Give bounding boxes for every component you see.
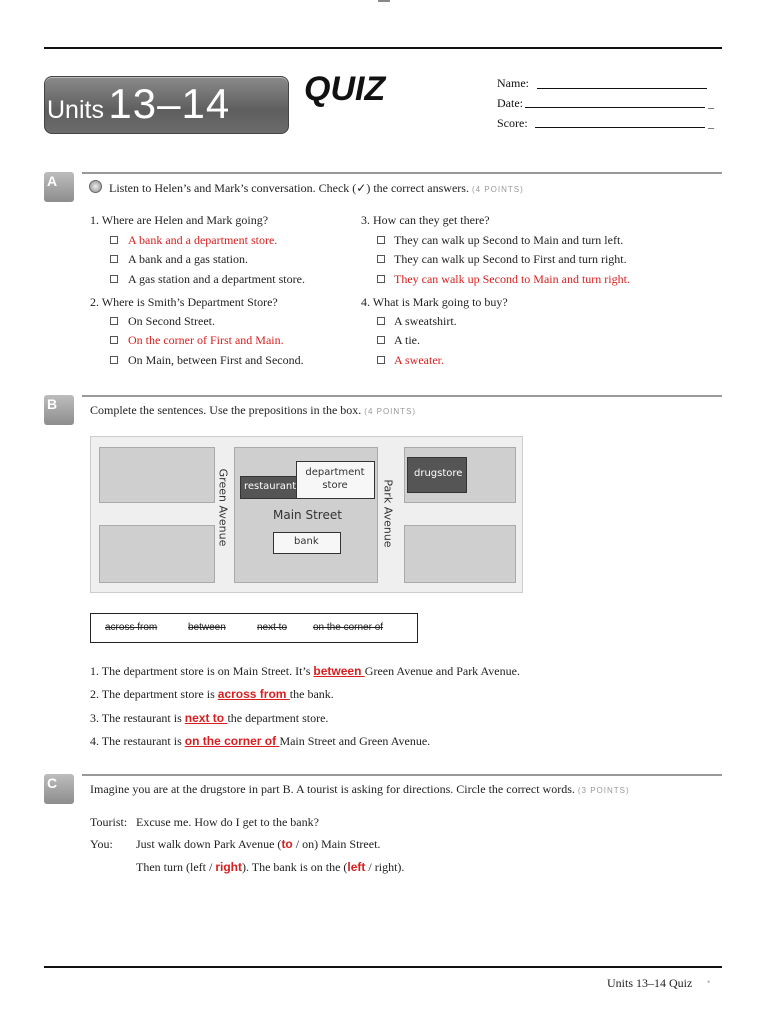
checkbox[interactable]: [110, 336, 118, 344]
score-field[interactable]: [535, 127, 705, 128]
sentence-3: 3. The restaurant is next to the department store.: [90, 711, 329, 725]
map-block: [99, 525, 215, 583]
answer-right[interactable]: right: [215, 860, 242, 874]
checkbox[interactable]: [110, 255, 118, 263]
word-on-the-corner-of: on the corner of: [313, 622, 384, 633]
word-between: between: [188, 622, 226, 633]
audio-icon[interactable]: [89, 180, 102, 193]
answer-left[interactable]: left: [347, 860, 366, 874]
top-mark: [378, 0, 390, 2]
drugstore-box: drugstore: [407, 457, 467, 493]
word-next-to: next to: [257, 622, 288, 633]
checkbox[interactable]: [377, 356, 385, 364]
section-b-bar: [82, 395, 722, 397]
checkbox[interactable]: [377, 336, 385, 344]
section-c-instruction: Imagine you are at the drugstore in part B. A tourist is asking for directions. Circle the correct words. (3 POINTS): [90, 782, 630, 796]
tourist-line: Excuse me. How do I get to the bank?: [136, 815, 319, 829]
you-line-2: Then turn (left / right). The bank is on the (left / right).: [136, 860, 405, 874]
section-b-badge: B: [44, 395, 74, 425]
department-store-box: department store: [296, 461, 375, 499]
question-4: 4. What is Mark going to buy?: [361, 295, 508, 309]
word-across-from: across from: [105, 622, 158, 633]
option-3c: They can walk up Second to Main and turn right.: [394, 272, 630, 286]
street-map: [90, 436, 523, 593]
section-a-bar: [82, 172, 722, 174]
checkbox[interactable]: [377, 275, 385, 283]
sentence-2: 2. The department store is across from the bank.: [90, 687, 334, 701]
units-word: Units: [47, 96, 104, 124]
answer-to[interactable]: to: [281, 837, 293, 851]
map-block: [404, 525, 516, 583]
footer-bullet: •: [707, 977, 711, 987]
section-b-instruction: Complete the sentences. Use the prepositions in the box. (4 POINTS): [90, 403, 417, 417]
map-block: [99, 447, 215, 503]
option-2c: On Main, between First and Second.: [128, 353, 304, 367]
restaurant-box: restaurant: [240, 476, 300, 499]
option-1c: A gas station and a department store.: [128, 272, 305, 286]
footer-label: Units 13–14 Quiz: [607, 976, 693, 990]
you-line-1: Just walk down Park Avenue (to / on) Main Street.: [136, 837, 381, 851]
word-box: [90, 613, 418, 643]
green-avenue-label: Green Avenue: [216, 468, 230, 547]
option-1b: A bank and a gas station.: [128, 252, 248, 266]
option-2b: On the corner of First and Main.: [128, 333, 284, 347]
section-c-badge: C: [44, 774, 74, 804]
checkbox[interactable]: [110, 356, 118, 364]
question-2: 2. Where is Smith’s Department Store?: [90, 295, 278, 309]
checkbox[interactable]: [110, 275, 118, 283]
checkbox[interactable]: [377, 236, 385, 244]
option-1a: A bank and a department store.: [128, 233, 278, 247]
name-label: Name:: [497, 76, 529, 90]
checkbox[interactable]: [377, 317, 385, 325]
name-field[interactable]: [537, 88, 707, 89]
sentence-1: 1. The department store is on Main Street. It’s between Green Avenue and Park Avenue.: [90, 664, 520, 678]
date-label: Date:: [497, 96, 523, 110]
option-3a: They can walk up Second to Main and turn left.: [394, 233, 624, 247]
units-number: 13–14: [108, 80, 231, 127]
question-3: 3. How can they get there?: [361, 213, 490, 227]
section-a-instruction: Listen to Helen’s and Mark’s conversation. Check (✓) the correct answers. (4 POINTS): [109, 181, 524, 195]
checkbox[interactable]: [110, 317, 118, 325]
answer-next-to[interactable]: next to: [184, 711, 228, 725]
sentence-4: 4. The restaurant is on the corner of Main Street and Green Avenue.: [90, 734, 431, 748]
date-trail: _: [708, 96, 714, 110]
top-rule: [44, 47, 722, 49]
question-1: 1. Where are Helen and Mark going?: [90, 213, 269, 227]
score-label: Score:: [497, 116, 528, 130]
score-trail: _: [708, 116, 714, 130]
units-title: [47, 80, 230, 128]
bottom-rule: [44, 966, 722, 968]
park-avenue-label: Park Avenue: [381, 479, 395, 548]
tourist-label: Tourist:: [90, 815, 128, 829]
option-3b: They can walk up Second to First and turn right.: [394, 252, 627, 266]
answer-on-the-corner-of[interactable]: on the corner of: [184, 734, 280, 748]
option-4a: A sweatshirt.: [394, 314, 457, 328]
answer-across-from[interactable]: across from: [217, 687, 290, 701]
option-2a: On Second Street.: [128, 314, 215, 328]
checkbox[interactable]: [377, 255, 385, 263]
main-street-label: Main Street: [273, 508, 342, 522]
checkbox[interactable]: [110, 236, 118, 244]
option-4b: A tie.: [394, 333, 420, 347]
you-label: You:: [90, 837, 113, 851]
answer-between[interactable]: between: [313, 664, 365, 678]
option-4c: A sweater.: [394, 353, 444, 367]
bank-box: bank: [273, 532, 341, 554]
quiz-title: QUIZ: [304, 70, 386, 108]
date-field[interactable]: [525, 107, 705, 108]
section-c-bar: [82, 774, 722, 776]
section-a-badge: A: [44, 172, 74, 202]
